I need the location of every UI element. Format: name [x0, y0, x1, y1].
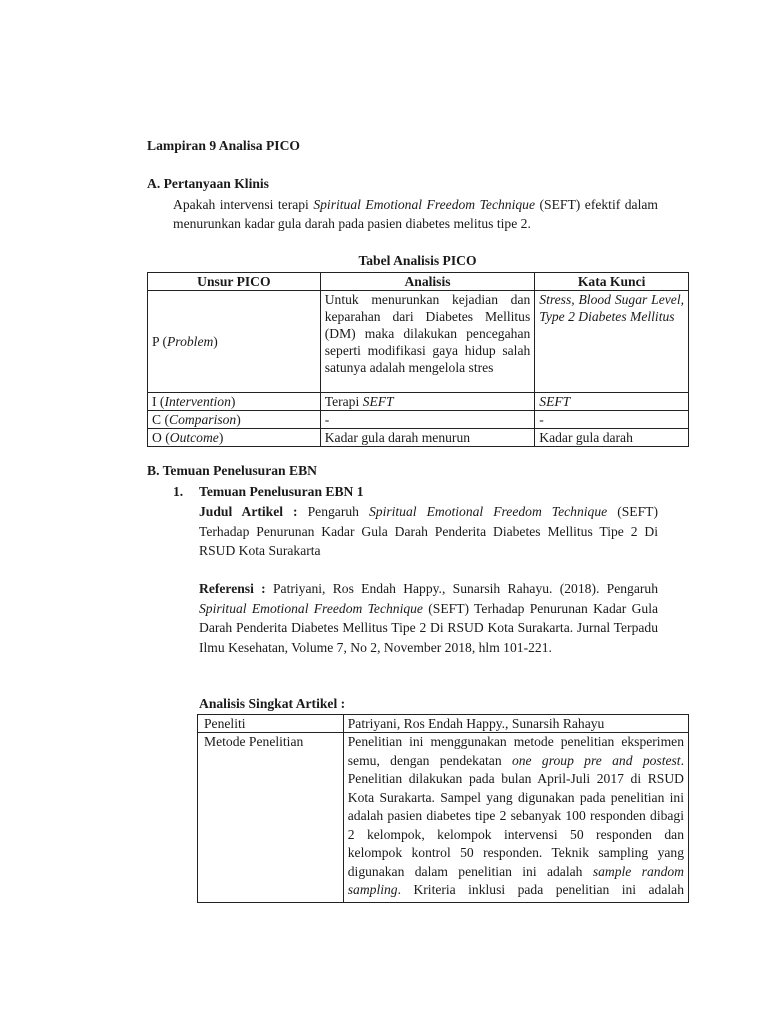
- label-cell: Metode Penelitian: [198, 733, 344, 903]
- section-b-heading: B. Temuan Penelusuran EBN: [147, 463, 317, 478]
- article-table: [197, 714, 689, 903]
- table-row: [148, 291, 689, 393]
- label-cell: Peneliti: [198, 715, 344, 733]
- analysis-cell: -: [320, 411, 535, 429]
- item-title: Temuan Penelusuran EBN 1: [199, 484, 364, 499]
- analysis-heading: Analisis Singkat Artikel :: [199, 696, 346, 711]
- pico-element-cell: O (Outcome): [148, 429, 321, 447]
- page-title: Lampiran 9 Analisa PICO: [147, 138, 300, 153]
- table-row: [148, 429, 689, 447]
- header-cell: Kata Kunci: [535, 273, 689, 291]
- keyword-cell: Stress, Blood Sugar Level, Type 2 Diabetes Mellitus: [535, 291, 689, 393]
- value-cell: Penelitian ini menggunakan metode penelitian eksperimen semu, dengan pendekatan one group pre and postest. Penelitian dilakukan pada bulan April-Juli 2017 di RSUD Kota Surakarta. Sampel yang digunakan pada penelitian ini adalah pasien diabetes tipe 2 sebanyak 100 responden dibagi 2 kelompok, kelompok intervensi 50 responden dan kelompok kontrol 50 responden. Teknik sampling yang digunakan dalam penelitian ini adalah sample random sampling. Kriteria inklusi pada penelitian ini adalah: [343, 733, 688, 903]
- keyword-cell: -: [535, 411, 689, 429]
- table-header-row: [148, 273, 689, 291]
- pico-table: [147, 272, 689, 447]
- header-cell: Analisis: [320, 273, 535, 291]
- analysis-cell: Terapi SEFT: [320, 393, 535, 411]
- item-number: 1.: [173, 484, 184, 499]
- pico-element-cell: C (Comparison): [148, 411, 321, 429]
- table-row: [148, 393, 689, 411]
- section-a-heading: A. Pertanyaan Klinis: [147, 176, 269, 191]
- clinical-question: Apakah intervensi terapi Spiritual Emotional Freedom Technique (SEFT) efektif dalam menurunkan kadar gula darah pada pasien diabetes melitus tipe 2.: [173, 197, 658, 231]
- header-cell: Unsur PICO: [148, 273, 321, 291]
- article-title: Judul Artikel : Pengaruh Spiritual Emotional Freedom Technique (SEFT) Terhadap Penurunan Kadar Gula Darah Penderita Diabetes Mellitus Tipe 2 Di RSUD Kota Surakarta: [199, 504, 658, 558]
- article-reference: Referensi : Patriyani, Ros Endah Happy., Sunarsih Rahayu. (2018). Pengaruh Spiritual Emotional Freedom Technique (SEFT) Terhadap Penurunan Kadar Gula Darah Penderita Diabetes Mellitus Tipe 2 Di RSUD Kota Surakarta. Jurnal Terpadu Ilmu Kesehatan, Volume 7, No 2, November 2018, hlm 101-221.: [199, 581, 659, 655]
- pico-element-cell: P (Problem): [148, 291, 321, 393]
- value-cell: Patriyani, Ros Endah Happy., Sunarsih Rahayu: [343, 715, 688, 733]
- table-row: [198, 733, 689, 903]
- pico-table-caption: Tabel Analisis PICO: [358, 253, 477, 268]
- pico-element-cell: I (Intervention): [148, 393, 321, 411]
- analysis-cell: Untuk menurunkan kejadian dan keparahan dari Diabetes Mellitus (DM) maka dilakukan pencegahan seperti modifikasi gaya hidup salah satunya adalah mengelola stres: [320, 291, 535, 393]
- keyword-cell: Kadar gula darah: [535, 429, 689, 447]
- analysis-cell: Kadar gula darah menurun: [320, 429, 535, 447]
- table-row: [198, 715, 689, 733]
- table-row: [148, 411, 689, 429]
- keyword-cell: SEFT: [535, 393, 689, 411]
